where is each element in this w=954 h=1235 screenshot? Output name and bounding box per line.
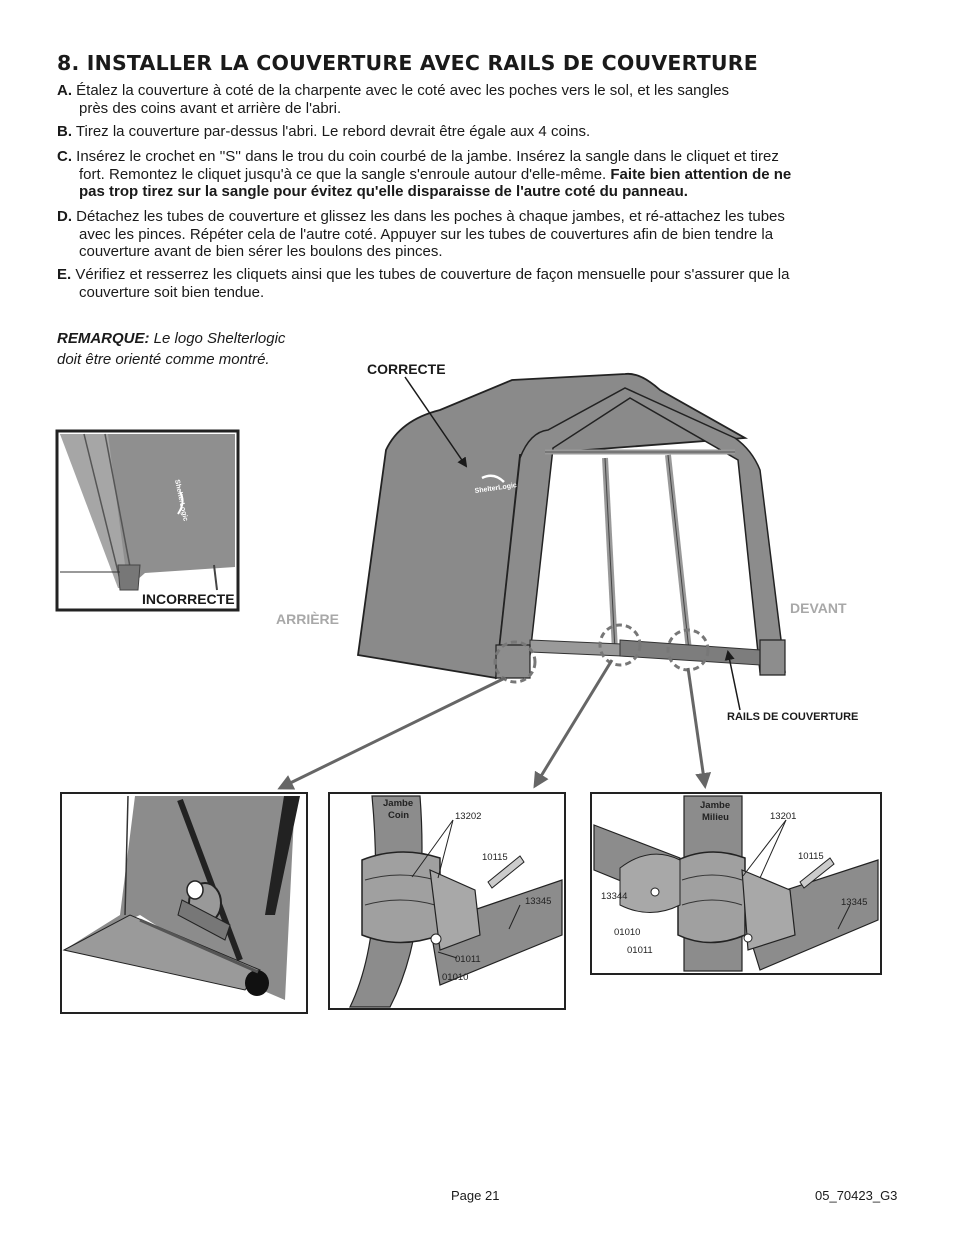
step-letter: B.: [57, 123, 72, 140]
incorrect-inset: [57, 431, 238, 610]
step-letter: E.: [57, 266, 72, 283]
step-letter: D.: [57, 208, 72, 225]
callout-arrow-corner-rear: [280, 678, 505, 788]
logo-text: ShelterLogic: [173, 478, 189, 522]
step-text: couverture avant de bien sérer les boulons des pinces.: [79, 243, 443, 260]
detail-middle-leg: [591, 793, 881, 974]
step-text: près des coins avant et arrière de l'abri.: [79, 99, 342, 117]
shelter-drawing: [358, 374, 785, 682]
part-number: 01010: [442, 972, 469, 983]
part-number: 01011: [455, 954, 481, 965]
detail-title: Coin: [388, 810, 410, 821]
detail-title: Jambe: [700, 800, 731, 811]
part-number: 13201: [770, 811, 797, 822]
label-correct: CORRECTE: [367, 361, 446, 377]
detail-ratchet: [61, 793, 307, 1013]
step-warning: Faite bien attention de ne: [610, 165, 792, 183]
detail-title: Jambe: [383, 798, 414, 809]
step-warning: pas trop tirez sur la sangle pour évitez qu'elle disparaisse de l'autre coté du panneau.: [79, 183, 688, 200]
label-rear: ARRIÈRE: [276, 611, 340, 627]
step-text: Détachez les tubes de couverture et glissez les dans les poches à chaque jambes, et ré-attachez les tubes: [72, 208, 785, 225]
callout-arrow-corner-front: [535, 660, 612, 786]
detail-corner-leg: [329, 793, 565, 1009]
document-code: 05_70423_G3: [815, 1188, 898, 1203]
part-number: 10115: [482, 852, 508, 863]
part-number: 13345: [525, 896, 552, 907]
step-text: Insérez le crochet en ''S'' dans le trou du coin courbé de la jambe. Insérez la sangle dans le cliquet et tirez: [72, 148, 779, 165]
label-front: DEVANT: [790, 600, 847, 616]
section-title: 8. INSTALLER LA COUVERTURE AVEC RAILS DE COUVERTURE: [57, 51, 758, 75]
part-number: 01011: [627, 945, 653, 956]
step-text: couverture soit bien tendue.: [79, 283, 265, 301]
callout-arrow-middle: [688, 668, 705, 786]
detail-title: Milieu: [702, 812, 729, 823]
remark-text: Le logo Shelterlogic: [149, 330, 286, 347]
remark-text: doit être orienté comme montré.: [57, 351, 270, 368]
logo-text: ShelterLogic: [474, 482, 518, 495]
step-text: Étalez la couverture à coté de la charpente avec le coté avec les poches vers le sol, et les sangles: [72, 82, 730, 99]
part-number: 13344: [601, 891, 628, 902]
remark-label: REMARQUE:: [57, 330, 150, 347]
page-number: Page 21: [451, 1188, 500, 1203]
step-text: Tirez la couverture par-dessus l'abri. Le rebord devrait être égale aux 4 coins.: [72, 123, 591, 140]
part-number: 13202: [455, 811, 482, 822]
step-letter: C.: [57, 148, 72, 165]
step-text: avec les pinces. Répéter cela de l'autre coté. Appuyer sur les tubes de couvertures afin de bien tendre la: [79, 225, 774, 243]
part-number: 01010: [614, 927, 641, 938]
label-rails: RAILS DE COUVERTURE: [727, 711, 859, 723]
part-number: 10115: [798, 851, 824, 862]
step-text: Vérifiez et resserrez les cliquets ainsi que les tubes de couverture de façon mensuelle pour s'assurer que la: [71, 266, 790, 283]
part-number: 13345: [841, 897, 868, 908]
step-text: fort. Remontez le cliquet jusqu'à ce que la sangle s'enroule autour d'elle-même.: [79, 165, 611, 183]
label-incorrect: INCORRECTE: [142, 591, 235, 607]
step-letter: A.: [57, 82, 72, 99]
